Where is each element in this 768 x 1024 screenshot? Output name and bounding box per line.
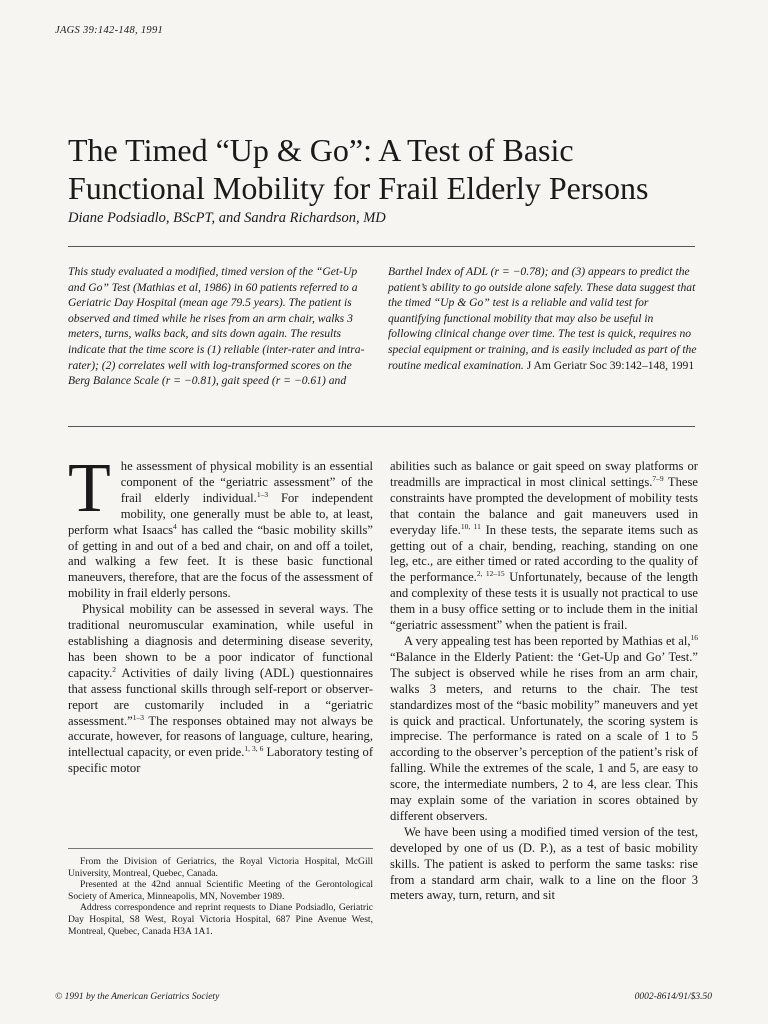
text-run: he assessment of physical mobility is an essential component of the “geriatric assessment” of the frail elderly individual. — [120, 459, 373, 505]
footnote-affiliation: From the Division of Geriatrics, the Royal Victoria Hospital, McGill University, Montreal, Quebec, Canada. — [68, 856, 373, 879]
footnote-correspondence: Address correspondence and reprint requests to Diane Podsiadlo, Geriatric Day Hospital, S8 West, Royal Victoria Hospital, 687 Pine Avenue West, Montreal, Quebec, Canada H3A 1A1. — [68, 902, 373, 937]
body-paragraph — [390, 459, 698, 634]
reference-mark: 1–3 — [256, 489, 269, 499]
reference-mark: 1–3 — [132, 712, 144, 722]
body-paragraph: We have been using a modified timed version of the test, developed by one of us (D. P.), as a test of basic mobility skills. The patient is asked to perform the same tasks: rise from a standard arm chair, walk to a line on the floor 3 meters away, turn, return, and sit — [390, 824, 698, 903]
abstract-left-column: This study evaluated a modified, timed version of the “Get-Up and Go” Test (Mathias et al, 1986) in 60 patients referred to a Geriatric Day Hospital (mean age 79.5 years). The patient is observed and timed while he rises from an arm chair, walks 3 meters, turns, walks back, and sits down again. The results indicate that the time score is (1) reliable (inter-rater and intra-rater); (2) correlates well with log-transformed scores on the Berg Balance Scale (r = −0.81), gait speed (r = −0.61) and — [68, 265, 365, 388]
text-run: abilities such as balance or gait speed on sway platforms or treadmills are impractical in most clinical settings. — [390, 459, 698, 489]
body-paragraph — [390, 634, 698, 825]
text-run: These constraints have prompted the development of mobility tests that contain the balance and gait maneuvers used in everyday life. — [390, 474, 699, 537]
abstract-bottom-rule — [68, 426, 695, 427]
text-run: “Balance in the Elderly Patient: the ‘Get-Up and Go’ Test.” The subject is observed while he rises from an arm chair, walks 3 meters, and returns to the chair. The test standardizes most of the “basic mobility” maneuvers and yet is quick and practical. Unfortunately, the scoring system is imprecise. The performance is rated on a scale of 1 to 5 according to the observer’s perception of the patient’s risk of falling. While the extremes of the scale, 1 and 5, are easy to score, the intermediate numbers, 2 to 4, are less clear. This may explain some of the variation in scores obtained by different observers. — [390, 649, 698, 823]
reference-mark: 2 — [112, 664, 117, 674]
text-run: Activities of daily living (ADL) questionnaires that assess functional skills through self-report or observer-report are customarily included in a “geriatric assessment.” — [68, 665, 373, 728]
copyright-line: © 1991 by the American Geriatrics Society — [55, 992, 220, 1002]
abstract-citation: J Am Geriatr Soc 39:142–148, 1991 — [526, 358, 695, 372]
article-title — [68, 131, 728, 207]
text-run: The responses obtained may not always be accurate, however, for reasons of language, culture, hearing, intellectual capacity, or even pride. — [68, 713, 373, 760]
body-column-left — [68, 450, 374, 777]
issn-code: 0002-8614/91/$3.50 — [634, 992, 712, 1002]
reference-mark: 2, 12–15 — [476, 569, 505, 579]
reference-mark: 7–9 — [652, 473, 664, 483]
text-run: For independent mobility, one generally must be able to, at least, perform what Isaacs — [68, 490, 373, 537]
text-run: Laboratory testing of specific motor — [68, 745, 374, 776]
abstract-right-text: Barthel Index of ADL (r = −0.78); and (3) appears to predict the patient’s ability to go outside alone safely. These data suggest that the timed “Up & Go” test is a reliable and valid test for quantifying functional mobility that may also be useful in following clinical change over time. The test is quick, requires no special equipment or training, and is easily included as part of the routine medical examination. — [388, 265, 697, 372]
body-paragraph — [68, 450, 373, 602]
body-paragraph — [68, 602, 373, 777]
abstract-right-column — [388, 264, 698, 373]
title-line-2: Functional Mobility for Frail Elderly Persons — [68, 170, 649, 206]
text-run: A very appealing test has been reported by Mathias et al, — [404, 633, 691, 648]
reference-mark: 10, 11 — [460, 521, 481, 531]
text-run: Unfortunately, because of the length and complexity of these tests it is usually not practical to use them in a busy office setting or to include them in the initial “geriatric assessment” when the patient is frail. — [390, 570, 698, 633]
abstract-top-rule — [68, 246, 695, 247]
footnote-rule — [68, 848, 373, 849]
title-line-1: The Timed “Up & Go”: A Test of Basic — [68, 132, 574, 168]
footnotes — [68, 856, 373, 937]
reference-mark: 16 — [690, 632, 698, 642]
body-column-right — [390, 459, 698, 904]
text-run: Physical mobility can be assessed in several ways. The traditional neuromuscular examination, while useful in establishing a diagnosis and determining disease severity, has been shown to be a poor indicator of functional capacity. — [68, 602, 373, 680]
author-list: Diane Podsiadlo, BScPT, and Sandra Richardson, MD — [68, 210, 386, 226]
running-head: JAGS 39:142-148, 1991 — [55, 25, 164, 36]
reference-mark: 1, 3, 6 — [244, 744, 264, 754]
text-run: has called the “basic mobility skills” of getting in and out of a bed and chair, on and off a toilet, and walking a few feet. It is these basic functional maneuvers, therefore, that are the focus of the assessment of mobility in frail elderly persons. — [68, 522, 373, 601]
footnote-presentation: Presented at the 42nd annual Scientific Meeting of the Gerontological Society of America, Minneapolis, MN, November 1989. — [68, 879, 373, 902]
reference-mark: 4 — [173, 521, 177, 531]
drop-cap: T — [68, 450, 111, 527]
text-run: In these tests, the separate items such as getting out of a chair, bending, reaching, standing on one leg, etc., are either timed or rated according to the quality of the performance. — [390, 522, 698, 585]
